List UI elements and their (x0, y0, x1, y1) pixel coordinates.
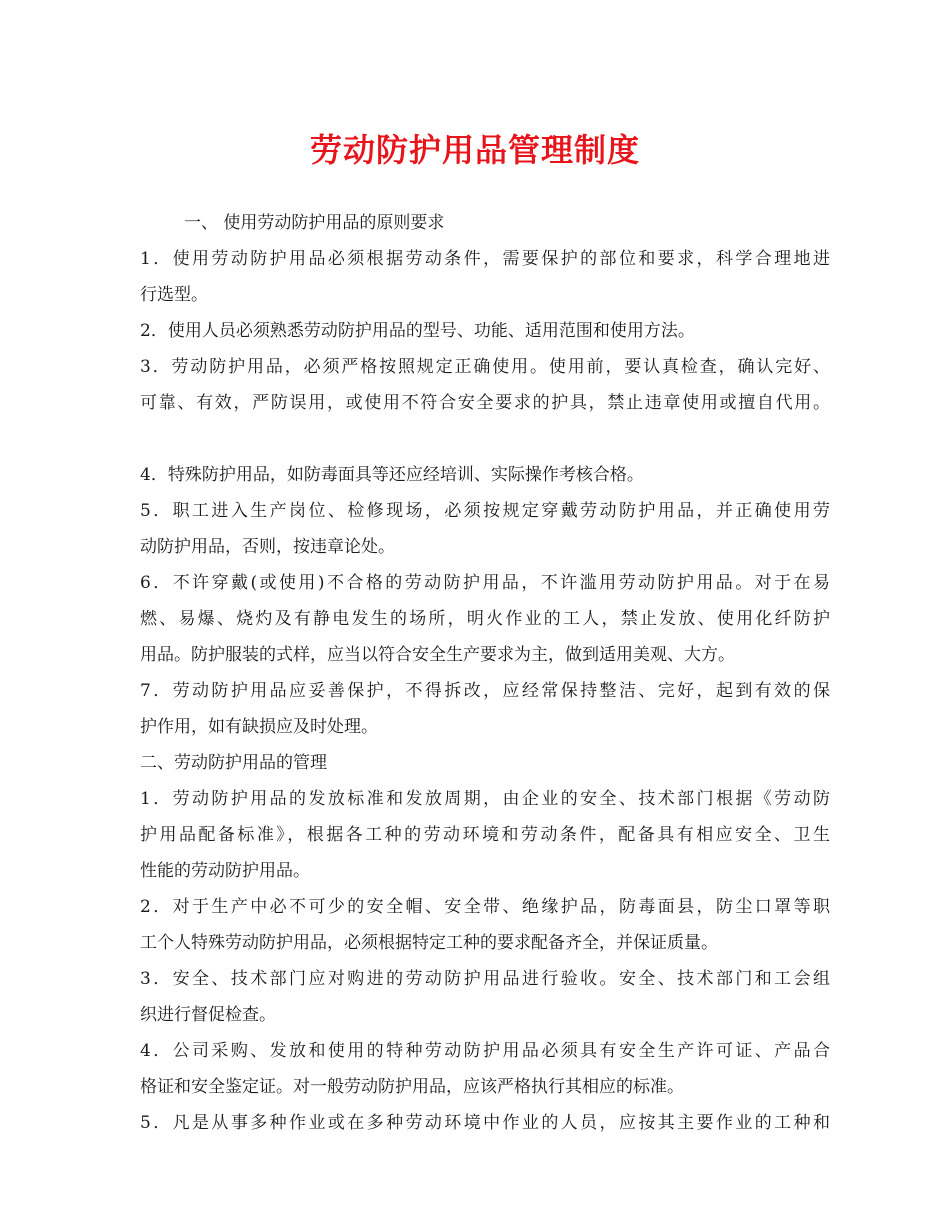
paragraph-line: 1．使用劳动防护用品必须根据劳动条件，需要保护的部位和要求，科学合理地进 (140, 249, 830, 269)
paragraph-line: 护用品配备标准》，根据各工种的劳动环境和劳动条件，配备具有相应安全、卫生 (140, 825, 830, 845)
paragraph-line: 4．公司采购、发放和使用的特种劳动防护用品必须具有安全生产许可证、产品合 (140, 1041, 830, 1061)
paragraph-line: 1．劳动防护用品的发放标准和发放周期，由企业的安全、技术部门根据《劳动防 (140, 789, 830, 809)
document-body (140, 205, 830, 1141)
paragraph-line: 2．对于生产中必不可少的安全帽、安全带、绝缘护品，防毒面县，防尘口罩等职 (140, 897, 830, 917)
section-heading-1: 一、 使用劳动防护用品的原则要求 (184, 213, 445, 233)
document-title: 劳动防护用品管理制度 (309, 131, 640, 169)
paragraph-line: 7．劳动防护用品应妥善保护，不得拆改，应经常保持整洁、完好，起到有效的保 (140, 681, 830, 701)
paragraph-line: 行选型。 (140, 285, 208, 305)
paragraph-line: 燃、易爆、烧灼及有静电发生的场所，明火作业的工人，禁止发放、使用化纤防护 (140, 609, 830, 629)
paragraph-line: 6．不许穿戴(或使用)不合格的劳动防护用品，不许滥用劳动防护用品。对于在易 (140, 573, 830, 593)
paragraph-line: 性能的劳动防护用品。 (140, 861, 310, 881)
paragraph-line: 工个人特殊劳动防护用品，必须根据特定工种的要求配备齐全，并保证质量。 (140, 933, 718, 953)
paragraph-line: 动防护用品，否则，按违章论处。 (140, 537, 395, 557)
paragraph-line: 5．职工进入生产岗位、检修现场，必须按规定穿戴劳动防护用品，并正确使用劳 (140, 501, 830, 521)
paragraph-line: 可靠、有效，严防误用，或使用不符合安全要求的护具，禁止违章使用或擅自代用。 (140, 393, 830, 413)
paragraph-line: 4．特殊防护用品，如防毒面具等还应经培训、实际操作考核合格。 (140, 465, 644, 485)
blank-line (140, 421, 830, 457)
paragraph-line: 2．使用人员必须熟悉劳动防护用品的型号、功能、适用范围和使用方法。 (140, 321, 695, 341)
paragraph-line: 3．安全、技术部门应对购进的劳动防护用品进行验收。安全、技术部门和工会组 (140, 969, 830, 989)
paragraph-line: 用品。防护服装的式样，应当以符合安全生产要求为主，做到适用美观、大方。 (140, 645, 735, 665)
paragraph-line: 5．凡是从事多种作业或在多种劳动环境中作业的人员，应按其主要作业的工种和 (140, 1113, 830, 1133)
paragraph-line: 织进行督促检查。 (140, 1005, 276, 1025)
section-heading-2: 二、劳动防护用品的管理 (140, 753, 327, 773)
paragraph-line: 3．劳动防护用品，必须严格按照规定正确使用。使用前，要认真检查，确认完好、 (140, 357, 830, 377)
paragraph-line: 护作用，如有缺损应及时处理。 (140, 717, 378, 737)
paragraph-line: 格证和安全鉴定证。对一般劳动防护用品，应该严格执行其相应的标准。 (140, 1077, 684, 1097)
